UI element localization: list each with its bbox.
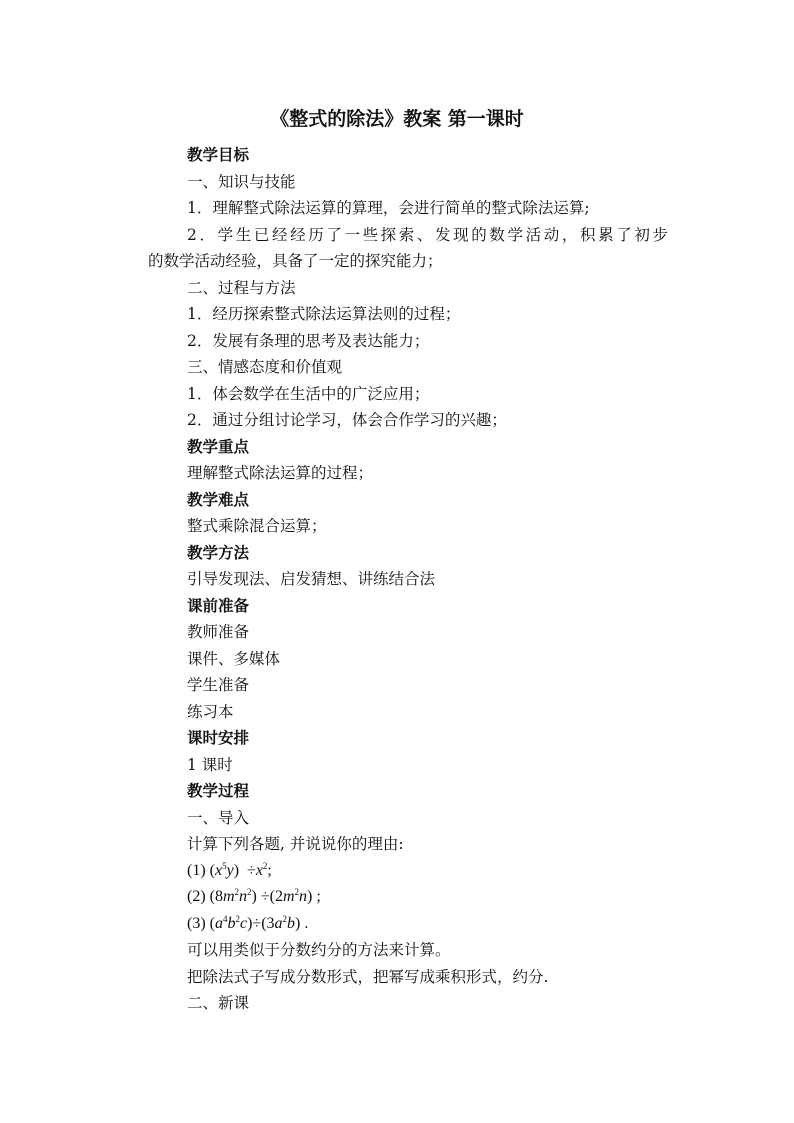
problem-3-number: (3) xyxy=(187,914,206,932)
subheading-process: 二、过程与方法 xyxy=(187,278,296,297)
method-note-1: 可以用类似于分数约分的方法来计算。 xyxy=(187,941,451,959)
emotion-item-2: 2．通过分组讨论学习，体会合作学习的兴趣； xyxy=(187,411,507,429)
section-heading-preparation: 课前准备 xyxy=(187,596,250,615)
section-heading-process: 教学过程 xyxy=(187,782,250,800)
process-item-1: 1．经历探索整式除法运算法则的过程； xyxy=(187,305,461,323)
process-item-2: 2．发展有条理的思考及表达能力； xyxy=(187,331,430,350)
student-preparation-label: 学生准备 xyxy=(187,676,250,694)
knowledge-item-1: 1．理解整式除法运算的算理，会进行简单的整式除法运算; xyxy=(187,199,590,217)
schedule-text: 1 课时 xyxy=(187,755,233,774)
new-lesson-heading: 二、新课 xyxy=(187,994,250,1012)
section-heading-method: 教学方法 xyxy=(187,543,250,562)
emotion-item-1: 1．体会数学在生活中的广泛应用； xyxy=(187,384,430,403)
page-title: 《整式的除法》教案 第一课时 xyxy=(270,108,524,130)
method-note-2: 把除法式子写成分数形式，把幂写成乘积形式，约分. xyxy=(187,967,549,986)
subheading-emotion: 三、情感态度和价值观 xyxy=(187,358,343,376)
knowledge-item-2-line-1: 2．学生已经经历了一些探索、发现的数学活动，积累了初步 xyxy=(187,225,668,244)
problem-1: (1) $(x^5y) \div x^2$; xyxy=(187,860,272,879)
problem-3: (3) $(a^4b^2c)\div(3a^2b)$ . xyxy=(187,913,309,932)
section-heading-objectives: 教学目标 xyxy=(187,146,250,164)
subheading-knowledge: 一、知识与技能 xyxy=(187,172,296,191)
document-body xyxy=(148,142,668,1017)
difficulty-text: 整式乘除混合运算； xyxy=(187,517,327,535)
key-point-text: 理解整式除法运算的过程； xyxy=(187,464,374,482)
teacher-preparation-label: 教师准备 xyxy=(187,623,250,641)
intro-prompt: 计算下列各题, 并说说你的理由: xyxy=(187,835,404,853)
method-text: 引导发现法、启发猜想、讲练结合法 xyxy=(187,570,436,588)
section-heading-difficulty: 教学难点 xyxy=(187,490,250,509)
problem-2-number: (2) xyxy=(187,888,206,905)
problem-1-number: (1) xyxy=(187,861,206,879)
section-heading-schedule: 课时安排 xyxy=(187,729,250,747)
student-preparation-items: 练习本 xyxy=(187,702,234,721)
knowledge-item-2-line-2: 的数学活动经验，具备了一定的探究能力； xyxy=(148,252,443,270)
teacher-preparation-items: 课件、多媒体 xyxy=(187,649,281,668)
intro-heading: 一、导入 xyxy=(187,808,250,827)
section-heading-key-point: 教学重点 xyxy=(187,437,250,456)
problem-2: (2) $(8m^2n^2) \div(2m^2n)$ ; xyxy=(187,887,321,905)
